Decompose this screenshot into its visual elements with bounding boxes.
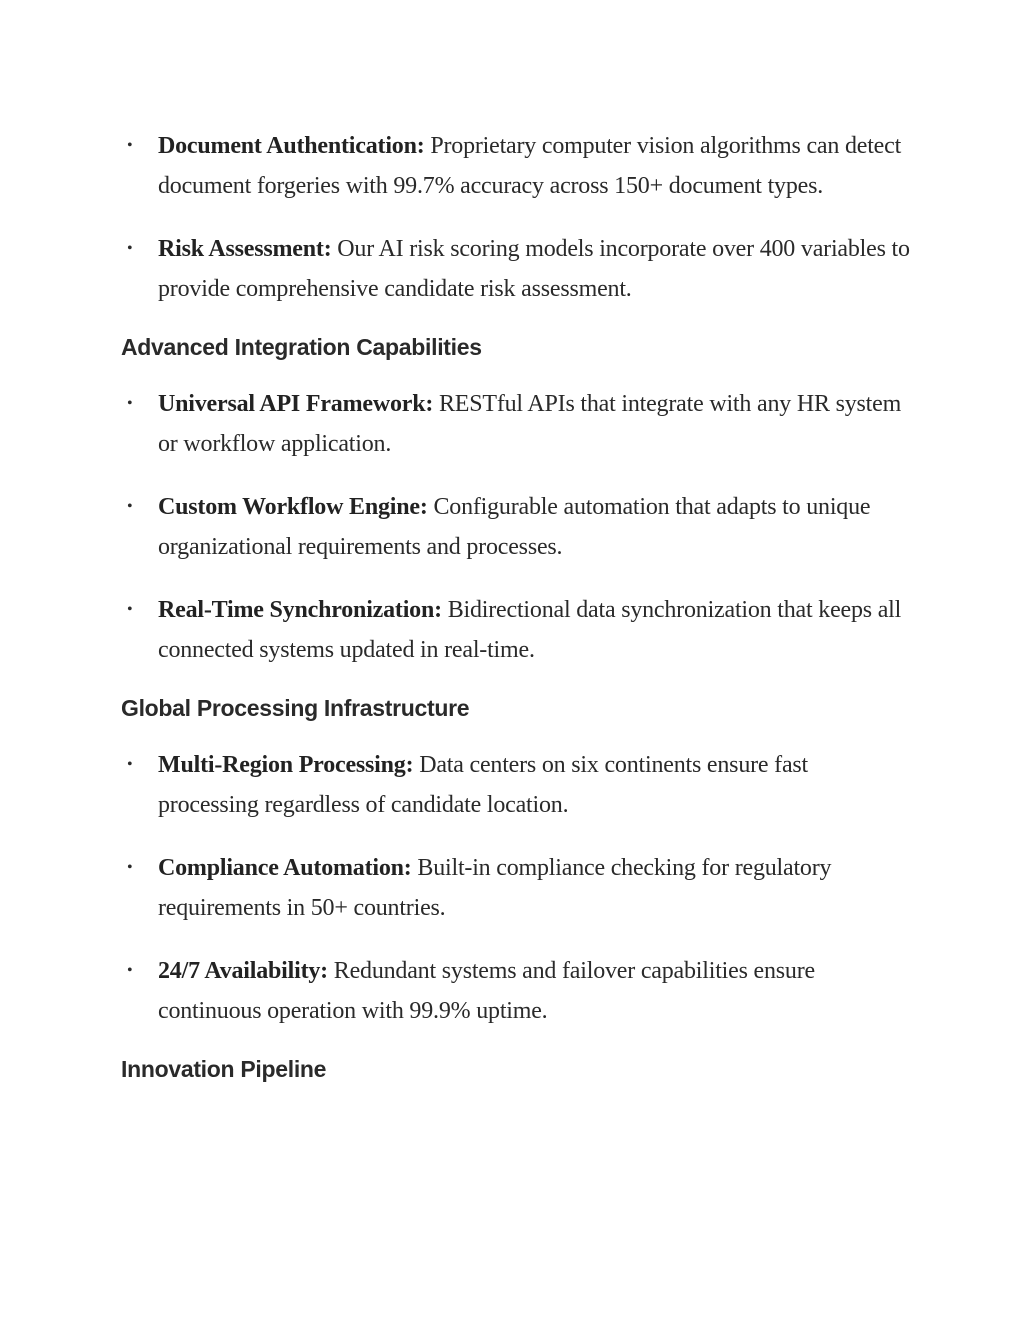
item-term: 24/7 Availability: xyxy=(158,958,328,984)
bullet-list-global-infrastructure xyxy=(121,745,911,1031)
item-description: Configurable automation that adapts to unique organizational requirements and processes. xyxy=(158,494,871,560)
item-description: RESTful APIs that integrate with any HR system or workflow application. xyxy=(158,391,902,457)
item-term: Multi-Region Processing: xyxy=(158,752,414,778)
bullet-icon: • xyxy=(127,240,133,257)
item-description: Data centers on six continents ensure fast processing regardless of candidate location. xyxy=(158,752,809,818)
list-item-document-authentication xyxy=(121,126,911,206)
bullet-icon: • xyxy=(127,756,133,773)
list-item-risk-assessment xyxy=(121,229,911,309)
item-term: Compliance Automation: xyxy=(158,855,412,881)
item-term: Document Authentication: xyxy=(158,133,425,159)
document-content xyxy=(121,126,911,1106)
section-heading-integration: Advanced Integration Capabilities xyxy=(121,334,482,360)
bullet-icon: • xyxy=(127,859,133,876)
item-term: Custom Workflow Engine: xyxy=(158,494,428,520)
item-term: Real-Time Synchronization: xyxy=(158,597,442,623)
item-description: Built-in compliance checking for regulatory requirements in 50+ countries. xyxy=(158,855,832,921)
item-description: Redundant systems and failover capabilities ensure continuous operation with 99.9% uptime. xyxy=(158,958,815,1024)
list-item-custom-workflow xyxy=(121,487,911,567)
list-item-multi-region xyxy=(121,745,911,825)
section-heading-innovation-pipeline: Innovation Pipeline xyxy=(121,1056,327,1082)
bullet-icon: • xyxy=(127,498,133,515)
item-description: Proprietary computer vision algorithms can detect document forgeries with 99.7% accuracy across 150+ document types. xyxy=(158,133,902,199)
list-item-real-time-sync xyxy=(121,590,911,670)
bullet-icon: • xyxy=(127,601,133,618)
item-description: Bidirectional data synchronization that keeps all connected systems updated in real-time. xyxy=(158,597,902,663)
bullet-icon: • xyxy=(127,962,133,979)
section-heading-global-infrastructure: Global Processing Infrastructure xyxy=(121,695,470,721)
bullet-list-ai-capabilities xyxy=(121,126,911,309)
item-term: Risk Assessment: xyxy=(158,236,332,262)
bullet-icon: • xyxy=(127,137,133,154)
bullet-list-integration xyxy=(121,384,911,670)
list-item-universal-api xyxy=(121,384,911,464)
item-description: Our AI risk scoring models incorporate over 400 variables to provide comprehensive candidate risk assessment. xyxy=(158,236,910,302)
list-item-compliance-automation xyxy=(121,848,911,928)
item-term: Universal API Framework: xyxy=(158,391,434,417)
bullet-icon: • xyxy=(127,395,133,412)
list-item-availability xyxy=(121,951,911,1031)
